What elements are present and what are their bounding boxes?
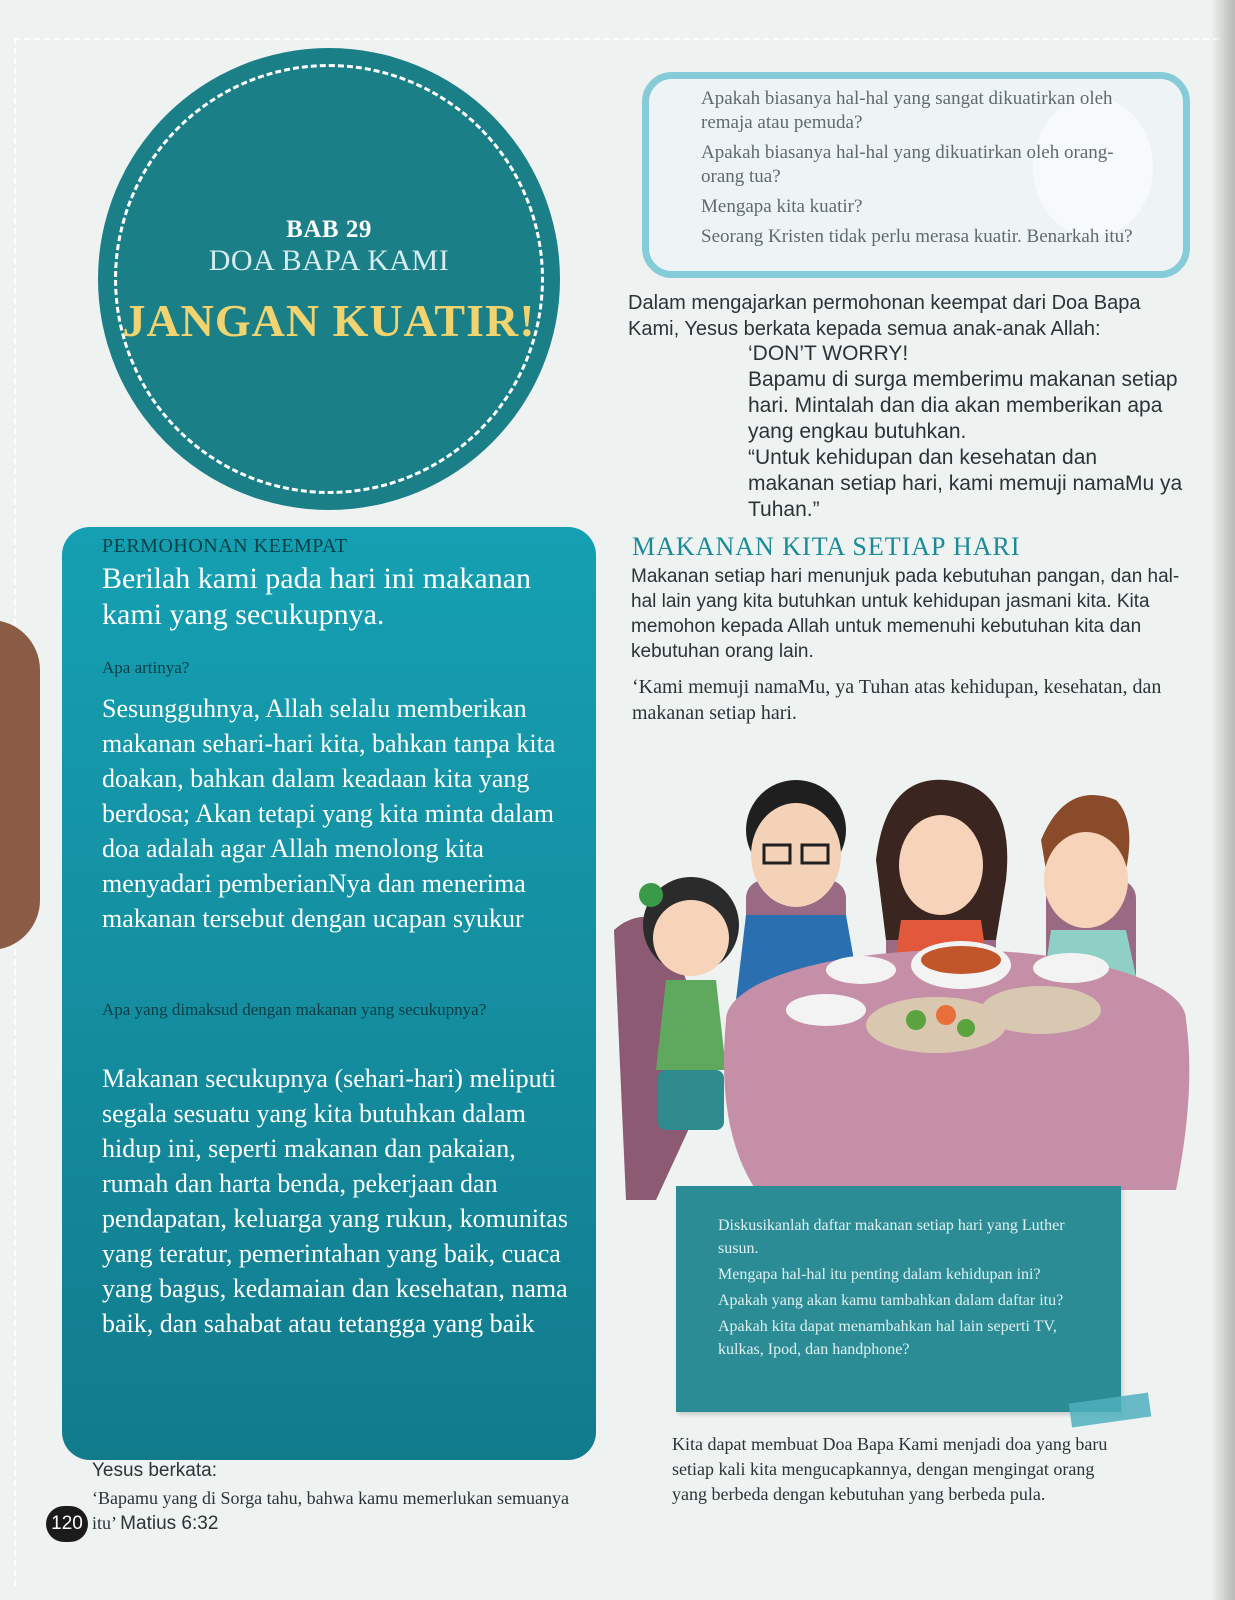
plate (826, 956, 896, 984)
question-item: Apakah biasanya hal-hal yang dikuatirkan oleh orang-orang tua? (701, 142, 1114, 187)
girl-skirt (658, 1070, 724, 1130)
petition-text: Berilah kami pada hari ini makanan kami yang secukupnya. (102, 562, 532, 631)
plate (1033, 953, 1109, 983)
footer-quote-label: Yesus berkata: (92, 1460, 217, 1481)
answer-meaning: Sesungguhnya, Allah selalu memberikan makanan sehari-hari kita, bahkan tanpa kita doakan, bahkan dalam keadaan kita yang berdosa; Akan tetapi yang kita minta dalam doa adalah agar Allah menolong kita menyadari pemberianNya dan menerima makanan tersebut dengan ucapan syukur (102, 694, 556, 933)
chapter-name: DOA BAPA KAMI (208, 244, 450, 277)
chapter-heading: JANGAN KUATIR! (122, 295, 536, 346)
chapter-title-badge (98, 48, 560, 510)
page-number: 120 (46, 1506, 88, 1542)
boy-face (1044, 832, 1128, 928)
discussion-item: Apakah yang akan kamu tambahkan dalam daftar itu? (718, 1292, 1064, 1309)
discussion-item: Apakah kita dapat menambahkan hal lain seperti TV, kulkas, Ipod, dan handphone? (718, 1318, 1057, 1358)
page-curl-shadow (1211, 0, 1235, 1600)
girl-bow (639, 883, 663, 907)
discussion-list (718, 1214, 1088, 1364)
quote-line: ‘DON’T WORRY! (748, 342, 909, 365)
intro-paragraph: Dalam mengajarkan permohonan keempat dari Doa Bapa Kami, Yesus berkata kepada semua anak-anak Allah: (628, 292, 1141, 340)
question-list (701, 87, 1141, 255)
petition-panel (62, 527, 596, 1460)
question-item: Mengapa kita kuatir? (701, 196, 863, 217)
question-meaning: Apa artinya? (102, 658, 190, 677)
closing-paragraph: Kita dapat membuat Doa Bapa Kami menjadi doa yang baru setiap kali kita mengucapkannya, dengan mengingat orang yang berbeda dengan kebutuhan yang berbeda pula. (672, 1434, 1108, 1504)
scripture-reference: Matius 6:32 (120, 1513, 219, 1534)
plate (786, 994, 866, 1026)
section-title: MAKANAN KITA SETIAP HARI (632, 532, 1021, 561)
section-quote: ‘Kami memuji namaMu, ya Tuhan atas kehidupan, kesehatan, dan makanan setiap hari. (632, 676, 1162, 724)
thumb-holding-page (0, 620, 40, 950)
discussion-item: Mengapa hal-hal itu penting dalam kehidupan ini? (718, 1266, 1041, 1283)
discussion-box (676, 1186, 1121, 1412)
chapter-number: BAB 29 (286, 216, 372, 243)
quote-line: “Untuk kehidupan dan kesehatan dan makanan setiap hari, kami memuji namaMu ya Tuhan.” (748, 446, 1183, 521)
girl-dress (656, 980, 726, 1070)
answer-sufficient-food: Makanan secukupnya (sehari-hari) meliputi segala sesuatu yang kita butuhkan dalam hidup ini, seperti makanan dan pakaian, rumah dan harta benda, pekerjaan dan pendapatan, keluarga yang rukun, komunitas yang teratur, pemerintahan yang baik, cuaca yang bagus, kedamaian dan kesehatan, nama baik, dan sahabat atau tetangga yang baik (102, 1064, 568, 1338)
footer-quote-body: ‘Bapamu yang di Sorga tahu, bahwa kamu memerlukan semuanya itu’ (92, 1488, 570, 1533)
question-sufficient-food: Apa yang dimaksud dengan makanan yang secukupnya? (102, 1000, 487, 1019)
question-item: Apakah biasanya hal-hal yang sangat dikuatirkan oleh remaja atau pemuda? (701, 88, 1113, 133)
satay-plate (981, 986, 1101, 1034)
reflection-questions-box (642, 72, 1190, 278)
salad (957, 1019, 975, 1037)
footer-quote-text (92, 1486, 582, 1536)
salad (936, 1005, 956, 1025)
mother-face (899, 815, 983, 915)
salad (906, 1010, 926, 1030)
soup (921, 946, 1001, 974)
jesus-quote (748, 341, 1188, 523)
girl-face (653, 900, 729, 976)
question-item: Seorang Kristen tidak perlu merasa kuatir. Benarkah itu? (701, 226, 1133, 247)
dashed-circle-border (114, 64, 544, 494)
quote-line: Bapamu di surga memberimu makanan setiap hari. Mintalah dan dia akan memberikan apa yang engkau butuhkan. (748, 368, 1178, 443)
petition-label: PERMOHONAN KEEMPAT (102, 535, 348, 557)
section-body: Makanan setiap hari menunjuk pada kebutuhan pangan, dan hal-hal lain yang kita butuhkan untuk kehidupan jasmani kita. Kita memohon kepada Allah untuk memenuhi kebutuhan kita dan kebutuhan orang lain. (631, 566, 1180, 662)
discussion-item: Diskusikanlah daftar makanan setiap hari yang Luther susun. (718, 1217, 1065, 1257)
family-dinner-illustration (596, 770, 1190, 1210)
